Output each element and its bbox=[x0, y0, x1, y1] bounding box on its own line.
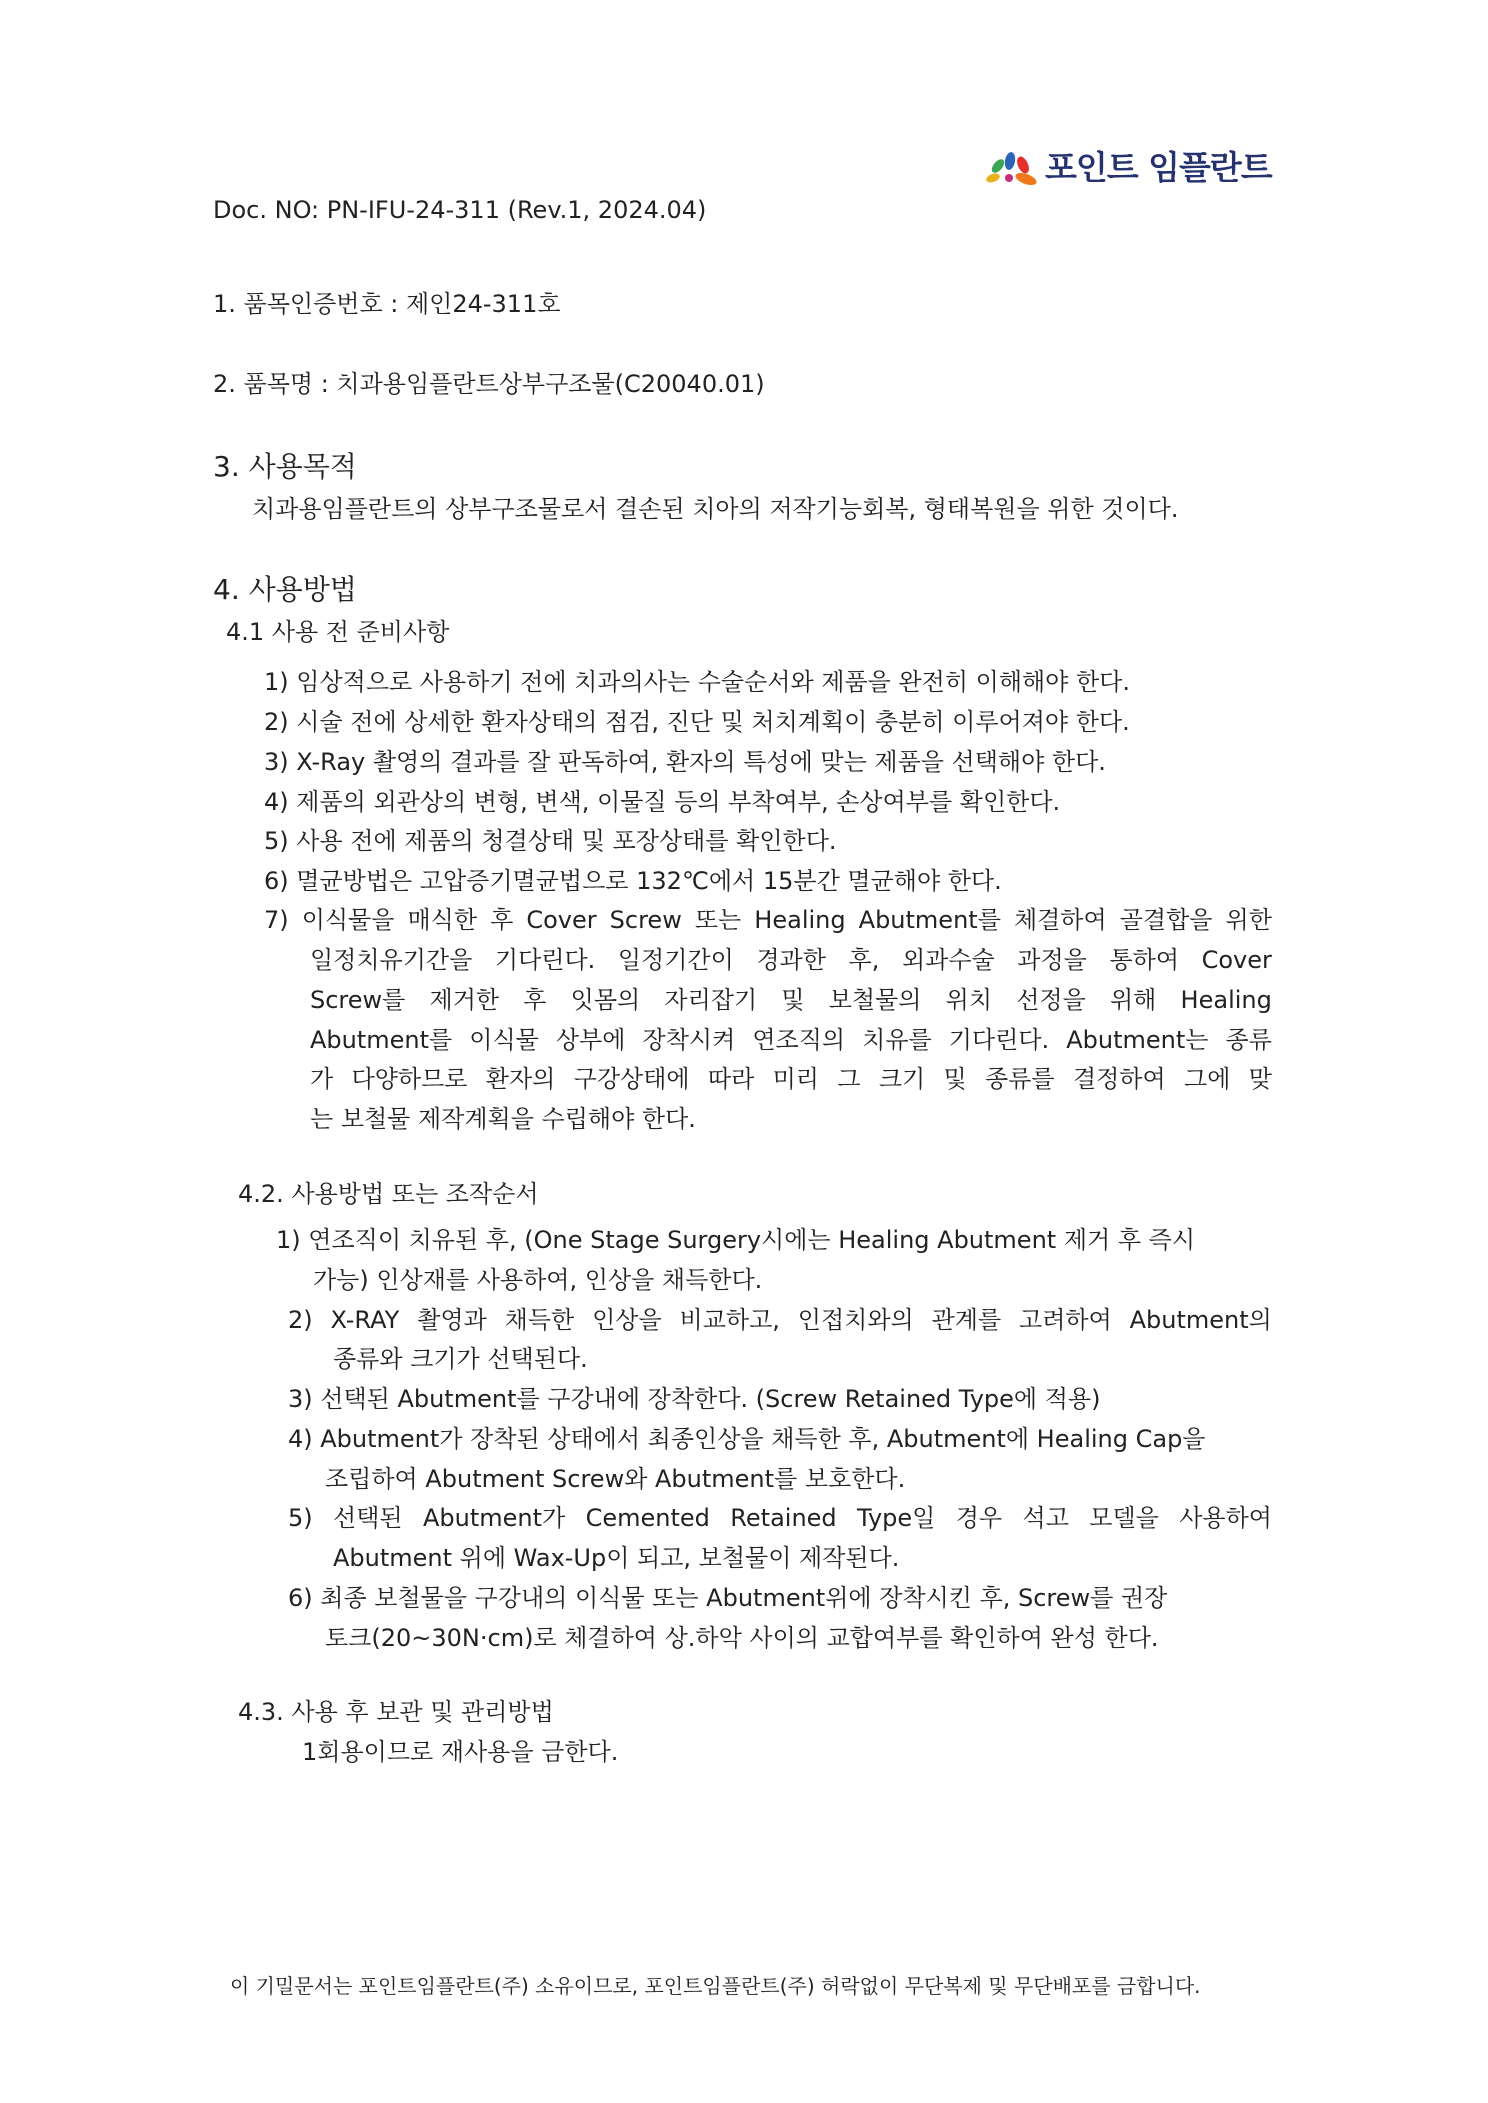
section-4-title: 4. 사용방법 bbox=[213, 573, 357, 606]
proc-item-5-line-2: Abutment 위에 Wax-Up이 되고, 보철물이 제작된다. bbox=[333, 1544, 900, 1572]
company-logo bbox=[985, 148, 1272, 188]
doc-number: Doc. NO: PN-IFU-24-311 (Rev.1, 2024.04) bbox=[213, 196, 707, 224]
section-4-1-title: 4.1 사용 전 준비사항 bbox=[226, 618, 450, 646]
proc-item-3: 3) 선택된 Abutment를 구강내에 장착한다. (Screw Retained Type에 적용) bbox=[288, 1385, 1101, 1413]
proc-item-1-line-1: 1) 연조직이 치유된 후, (One Stage Surgery시에는 Healing Abutment 제거 후 즉시 bbox=[276, 1226, 1196, 1254]
proc-item-4-line-2: 조립하여 Abutment Screw와 Abutment를 보호한다. bbox=[325, 1465, 906, 1493]
proc-item-4-line-1: 4) Abutment가 장착된 상태에서 최종인상을 채득한 후, Abutment에 Healing Cap을 bbox=[288, 1425, 1206, 1453]
proc-item-6-line-1: 6) 최종 보철물을 구강내의 이식물 또는 Abutment위에 장착시킨 후, Screw를 권장 bbox=[288, 1584, 1168, 1612]
proc-item-2-line-2: 종류와 크기가 선택된다. bbox=[333, 1345, 588, 1373]
section-3-body: 치과용임플란트의 상부구조물로서 결손된 치아의 저작기능회복, 형태복원을 위한 것이다. bbox=[252, 495, 1179, 523]
prep-item-3: 3) X-Ray 촬영의 결과를 잘 판독하여, 환자의 특성에 맞는 제품을 선택해야 한다. bbox=[264, 748, 1106, 776]
confidentiality-notice: 이 기밀문서는 포인트임플란트(주) 소유이므로, 포인트임플란트(주) 허락없이 무단복제 및 무단배포를 금합니다. bbox=[230, 1974, 1201, 1998]
logo-text: 포인트 임플란트 bbox=[1045, 148, 1272, 187]
prep-item-5: 5) 사용 전에 제품의 청결상태 및 포장상태를 확인한다. bbox=[264, 827, 837, 855]
section-1-cert-number: 1. 품목인증번호 : 제인24-311호 bbox=[213, 290, 561, 318]
prep-item-7-line-4: Abutment를 이식물 상부에 장착시켜 연조직의 치유를 기다린다. Abutment는 종류 bbox=[310, 1026, 1272, 1054]
prep-item-1: 1) 임상적으로 사용하기 전에 치과의사는 수술순서와 제품을 완전히 이해해야 한다. bbox=[264, 668, 1130, 696]
prep-item-2: 2) 시술 전에 상세한 환자상태의 점검, 진단 및 처치계획이 충분히 이루어져야 한다. bbox=[264, 708, 1130, 736]
multicolor-petal-logo-icon bbox=[985, 148, 1039, 188]
proc-item-6-line-2: 토크(20~30N·cm)로 체결하여 상.하악 사이의 교합여부를 확인하여 완성 한다. bbox=[325, 1624, 1159, 1652]
section-4-3-title: 4.3. 사용 후 보관 및 관리방법 bbox=[238, 1698, 554, 1726]
prep-item-6: 6) 멸균방법은 고압증기멸균법으로 132℃에서 15분간 멸균해야 한다. bbox=[264, 867, 1002, 895]
section-4-2-title: 4.2. 사용방법 또는 조작순서 bbox=[238, 1180, 539, 1208]
proc-item-5-line-1: 5) 선택된 Abutment가 Cemented Retained Type일 경우 석고 모델을 사용하여 bbox=[288, 1504, 1272, 1532]
prep-item-4: 4) 제품의 외관상의 변형, 변색, 이물질 등의 부착여부, 손상여부를 확인한다. bbox=[264, 788, 1061, 816]
prep-item-7-line-5: 가 다양하므로 환자의 구강상태에 따라 미리 그 크기 및 종류를 결정하여 그에 맞 bbox=[310, 1065, 1272, 1093]
prep-item-7-line-2: 일정치유기간을 기다린다. 일정기간이 경과한 후, 외과수술 과정을 통하여 Cover bbox=[310, 946, 1272, 974]
section-4-3-body: 1회용이므로 재사용을 금한다. bbox=[302, 1738, 619, 1766]
prep-item-7-line-3: Screw를 제거한 후 잇몸의 자리잡기 및 보철물의 위치 선정을 위해 Healing bbox=[310, 986, 1272, 1014]
section-2-product-name: 2. 품목명 : 치과용임플란트상부구조물(C20040.01) bbox=[213, 370, 765, 398]
proc-item-1-line-2: 가능) 인상재를 사용하여, 인상을 채득한다. bbox=[313, 1266, 763, 1294]
prep-item-7-line-1: 7) 이식물을 매식한 후 Cover Screw 또는 Healing Abutment를 체결하여 골결합을 위한 bbox=[264, 906, 1272, 934]
section-3-title: 3. 사용목적 bbox=[213, 450, 357, 483]
prep-item-7-line-6: 는 보철물 제작계획을 수립해야 한다. bbox=[310, 1105, 696, 1133]
proc-item-2-line-1: 2) X-RAY 촬영과 채득한 인상을 비교하고, 인접치와의 관계를 고려하여 Abutment의 bbox=[288, 1306, 1272, 1334]
